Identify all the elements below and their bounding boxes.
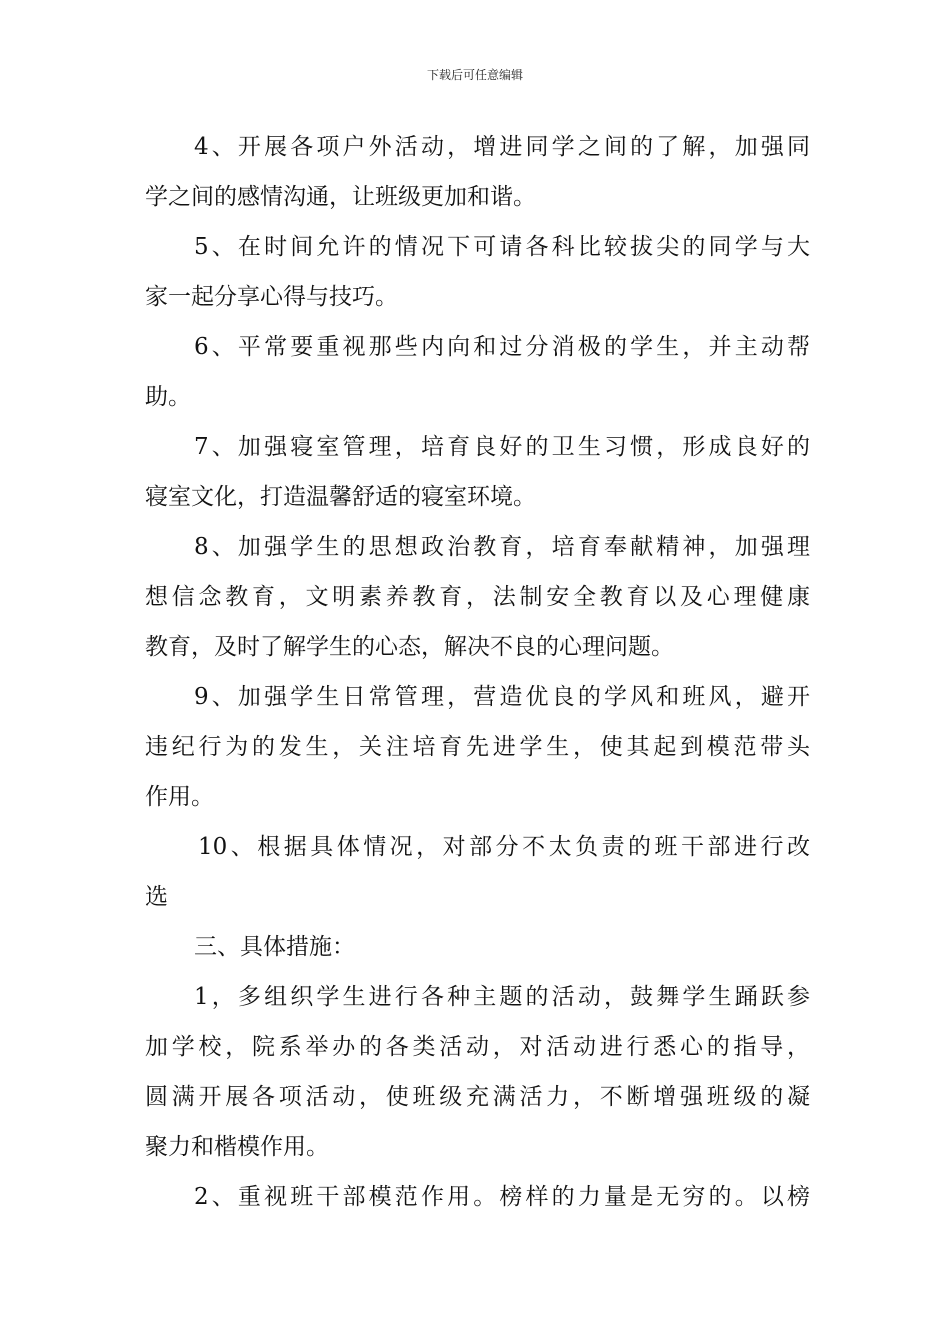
text-line: 7、加强寝室管理，培育良好的卫生习惯，形成良好的 — [194, 434, 810, 460]
text-line: 作用。 — [145, 784, 214, 810]
page-header: 下载后可任意编辑 — [426, 68, 523, 82]
text-line: 加学校，院系举办的各类活动，对活动进行悉心的指导， — [145, 1034, 810, 1060]
text-line: 1，多组织学生进行各种主题的活动，鼓舞学生踊跃参 — [194, 984, 810, 1010]
text-line: 违纪行为的发生，关注培育先进学生，使其起到模范带头 — [145, 734, 810, 760]
text-line: 三、具体措施： — [194, 934, 355, 960]
text-line: 教育，及时了解学生的心态，解决不良的心理问题。 — [145, 634, 674, 660]
text-line: 8、加强学生的思想政治教育，培育奉献精神，加强理 — [194, 534, 810, 560]
text-line: 圆满开展各项活动，使班级充满活力，不断增强班级的凝 — [145, 1084, 810, 1110]
text-line: 10、根据具体情况，对部分不太负责的班干部进行改 — [198, 834, 810, 860]
text-line: 选 — [145, 884, 168, 910]
text-line: 6、平常要重视那些内向和过分消极的学生，并主动帮 — [194, 334, 810, 360]
text-line: 寝室文化，打造温馨舒适的寝室环境。 — [145, 484, 536, 510]
text-line: 2、重视班干部模范作用。榜样的力量是无穷的。以榜 — [194, 1184, 810, 1210]
text-line: 4、开展各项户外活动，增进同学之间的了解，加强同 — [194, 134, 810, 160]
text-line: 聚力和楷模作用。 — [145, 1134, 329, 1160]
text-line: 家一起分享心得与技巧。 — [145, 284, 398, 310]
text-line: 助。 — [145, 384, 191, 410]
text-line: 学之间的感情沟通，让班级更加和谐。 — [145, 184, 536, 210]
text-line: 5、在时间允许的情况下可请各科比较拔尖的同学与大 — [194, 234, 810, 260]
text-line: 想信念教育，文明素养教育，法制安全教育以及心理健康 — [145, 584, 810, 610]
text-line: 9、加强学生日常管理，营造优良的学风和班风，避开 — [194, 684, 810, 710]
